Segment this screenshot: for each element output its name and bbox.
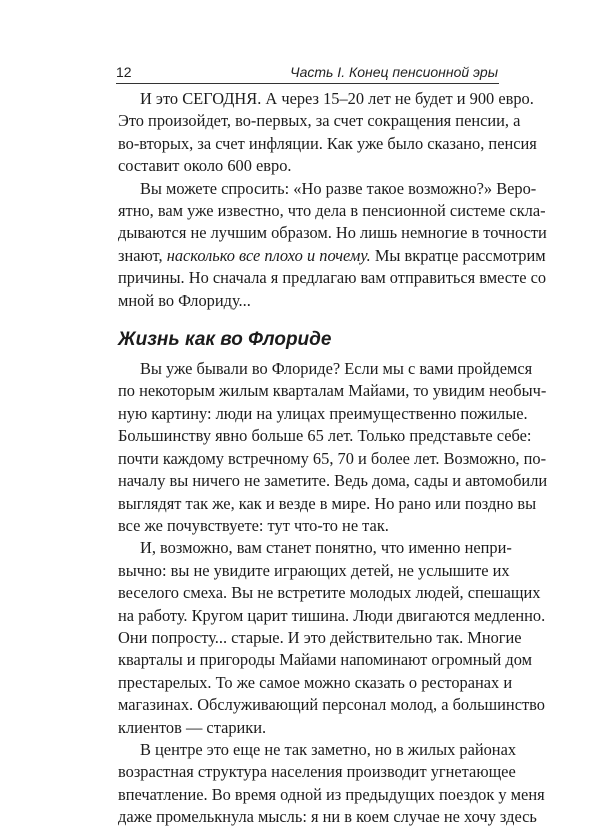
text-line: И, возможно, вам станет понятно, что именно непри- bbox=[140, 538, 512, 558]
text-line: все же почувствуете: тут что-то не так. bbox=[118, 515, 389, 535]
text-line: дываются не лучшим образом. Но лишь немногие в точности bbox=[118, 223, 547, 243]
paragraph-1 bbox=[118, 88, 537, 178]
text-line: веселого смеха. Вы не встретите молодых людей, спешащих bbox=[118, 583, 541, 603]
text-line: Вы можете спросить: «Но разве такое возможно?» Веро- bbox=[140, 178, 537, 198]
paragraph-2 bbox=[118, 178, 547, 312]
running-head bbox=[116, 64, 498, 80]
page-number: 12 bbox=[116, 64, 132, 80]
text-line: Они попросту... старые. И это действительно так. Многие bbox=[118, 627, 522, 647]
text-line-with-emphasis bbox=[118, 245, 546, 267]
text-line: Большинству явно больше 65 лет. Только представьте себе: bbox=[118, 426, 532, 446]
header-rule bbox=[116, 83, 499, 84]
text-line: причины. Но сначала я предлагаю вам отправиться вместе со bbox=[118, 268, 547, 288]
paragraph-4 bbox=[118, 537, 546, 739]
text-line: выглядят так же, как и везде в мире. Но рано или поздно вы bbox=[118, 493, 537, 513]
text-fragment: Мы вкратце рассмотрим bbox=[370, 245, 546, 265]
text-line: вычно: вы не увидите играющих детей, не услышите их bbox=[118, 560, 510, 580]
text-line: Вы уже бывали во Флориде? Если мы с вами пройдемся bbox=[140, 359, 533, 379]
text-line: Это произойдет, во-первых, за счет сокращения пенсии, а bbox=[118, 111, 521, 131]
text-line: мной во Флориду... bbox=[118, 290, 251, 310]
text-fragment: знают, bbox=[118, 245, 167, 265]
paragraph-3 bbox=[118, 358, 548, 537]
text-line: кварталы и пригороды Майами напоминают огромный дом bbox=[118, 650, 533, 670]
page-body bbox=[118, 88, 548, 829]
text-line: клиентов — старики. bbox=[118, 717, 267, 737]
running-title: Часть I. Конец пенсионной эры bbox=[290, 64, 498, 80]
text-line: престарелых. То же самое можно сказать о ресторанах и bbox=[118, 672, 513, 692]
text-line: началу вы ничего не заметите. Ведь дома, сады и автомобили bbox=[118, 471, 548, 491]
text-line: впечатление. Во время одной из предыдущих поездок у меня bbox=[118, 784, 545, 804]
emphasis-text: насколько все плохо и почему. bbox=[166, 245, 371, 265]
section-heading: Жизнь как во Флориде bbox=[118, 329, 332, 351]
spacer bbox=[118, 312, 497, 328]
text-line: по некоторым жилым кварталам Майами, то увидим необыч- bbox=[118, 381, 547, 401]
text-line: возрастная структура населения производит угнетающее bbox=[118, 762, 516, 782]
text-line: составит около 600 евро. bbox=[118, 156, 292, 176]
text-line: на работу. Кругом царит тишина. Люди двигаются медленно. bbox=[118, 605, 546, 625]
text-line: магазинах. Обслуживающий персонал молод, а большинство bbox=[118, 695, 545, 715]
text-line: даже промелькнула мысль: я ни в коем случае не хочу здесь bbox=[118, 807, 537, 827]
text-line: В центре это еще не так заметно, но в жилых районах bbox=[140, 739, 517, 759]
text-line: ную картину: люди на улицах преимущественно пожилые. bbox=[118, 403, 528, 423]
paragraph-5 bbox=[118, 739, 545, 829]
text-line: почти каждому встречному 65, 70 и более лет. Возможно, по- bbox=[118, 448, 547, 468]
text-line: во-вторых, за счет инфляции. Как уже было сказано, пенсия bbox=[118, 133, 537, 153]
text-line: И это СЕГОДНЯ. А через 15–20 лет не будет и 900 евро. bbox=[140, 89, 534, 108]
text-line: ятно, вам уже известно, что дела в пенсионной системе скла- bbox=[118, 201, 546, 221]
